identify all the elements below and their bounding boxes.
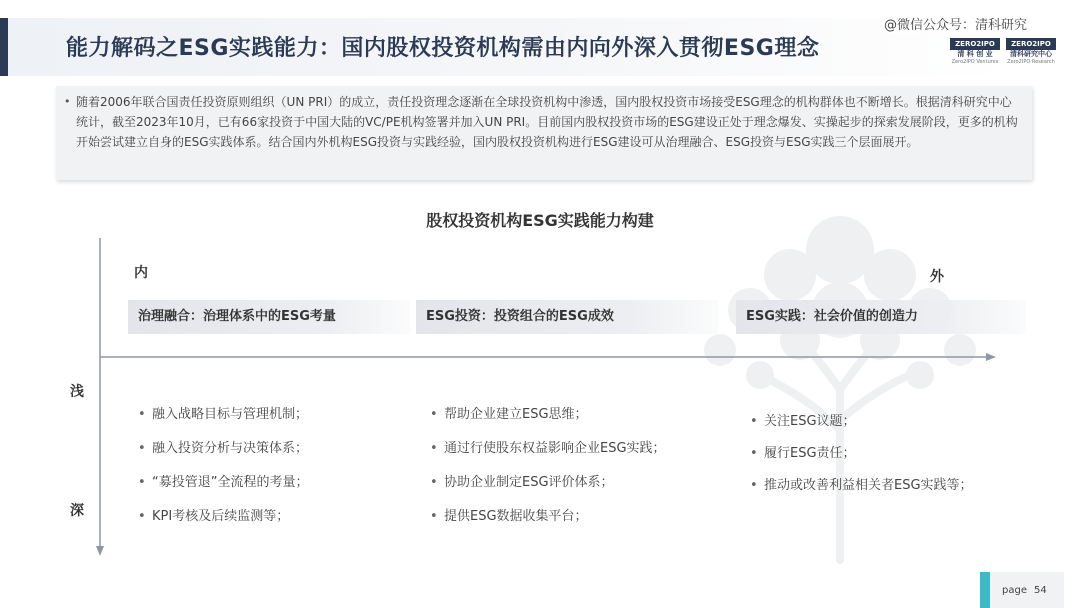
logo-research-en: Zero2IPO Research [1007,59,1055,65]
list-item [430,439,666,473]
diagram-title: 股权投资机构ESG实践能力构建 [426,211,654,230]
list-item-text: 协助企业制定ESG评价体系； [444,475,614,490]
logo-group [950,38,1056,66]
bullet-icon: • [138,475,146,490]
bullet-icon: • [138,509,146,524]
page-label: page [1002,585,1027,596]
list-item [138,405,308,439]
bullet-icon: • [750,478,758,493]
logo-research-cn: 清科研究中心 [1010,50,1052,58]
logo-research-mark: ZERO2IPO [1006,38,1056,50]
axis-label-deep: 深 [70,503,84,519]
column-investment [430,405,666,541]
list-item [138,473,308,507]
page-number: 54 [1034,585,1047,596]
list-item-text: “募投管退”全流程的考量； [152,475,309,490]
category-governance: 治理融合：治理体系中的ESG考量 [128,300,410,334]
list-item [750,444,973,476]
category-practice: ESG实践：社会价值的创造力 [736,300,1026,334]
column-governance [138,405,308,541]
bullet-icon: • [430,441,438,456]
title-accent-bar [0,18,8,76]
list-item-text: 关注ESG议题； [764,414,856,429]
list-item [430,507,666,541]
logo-ventures-cn: 清 科 创 业 [957,50,993,58]
list-item [750,412,973,444]
list-item-text: 通过行使股东权益影响企业ESG实践； [444,441,666,456]
bullet-icon: • [138,441,146,456]
bullet-icon: • [430,475,438,490]
list-item-text: 帮助企业建立ESG思维； [444,407,588,422]
bullet-icon: • [138,407,146,422]
list-item-text: 融入投资分析与决策体系； [152,441,309,456]
page-footer-accent [980,572,990,608]
list-item-text: 履行ESG责任； [764,446,856,461]
vertical-axis-arrow [96,546,104,556]
intro-box [56,86,1032,180]
page-title: 能力解码之ESG实践能力：国内股权投资机构需由内向外深入贯彻ESG理念 [66,36,820,61]
tree-watermark [640,180,1040,580]
logo-ventures [950,38,1000,66]
wechat-watermark: @微信公众号：清科研究 [884,14,1027,33]
bullet-icon: • [430,509,438,524]
category-investment: ESG投资：投资组合的ESG成效 [416,300,718,334]
list-item-text: 推动或改善利益相关者ESG实践等； [764,478,973,493]
list-item-text: KPI考核及后续监测等； [152,509,290,524]
axis-label-shallow: 浅 [70,384,84,400]
bullet-icon: • [750,414,758,429]
list-item [430,405,666,439]
list-item-text: 提供ESG数据收集平台； [444,509,588,524]
list-item-text: 融入战略目标与管理机制； [152,407,309,422]
axis-label-inner: 内 [134,265,148,281]
column-practice [750,412,973,508]
logo-ventures-mark: ZERO2IPO [950,38,1000,50]
intro-paragraph: 随着2006年联合国责任投资原则组织（UN PRI）的成立，责任投资理念逐渐在全球投资机构中渗透，国内股权投资市场接受ESG理念的机构群体也不断增长。根据清科研究中心统计，截至2023年10月，已有66家投资于中国大陆的VC/PE机构签署并加入UN PRI。目前国内股权投资市场的ESG建设正处于理念爆发、实操起步的探索发展阶段，更多的机构开始尝试建立自身的ESG实践体系。结合国内外机构ESG投资与实践经验，国内股权投资机构进行ESG建设可从治理融合、ESG投资与ESG实践三个层面展开。 [76,95,1018,149]
list-item [430,473,666,507]
intro-bullet: • [64,95,71,108]
axis-label-outer: 外 [930,269,944,285]
logo-ventures-en: Zero2IPO Ventures [951,59,999,65]
bullet-icon: • [430,407,438,422]
bullet-icon: • [750,446,758,461]
list-item [750,476,973,508]
list-item [138,507,308,541]
list-item [138,439,308,473]
logo-research [1006,38,1056,66]
